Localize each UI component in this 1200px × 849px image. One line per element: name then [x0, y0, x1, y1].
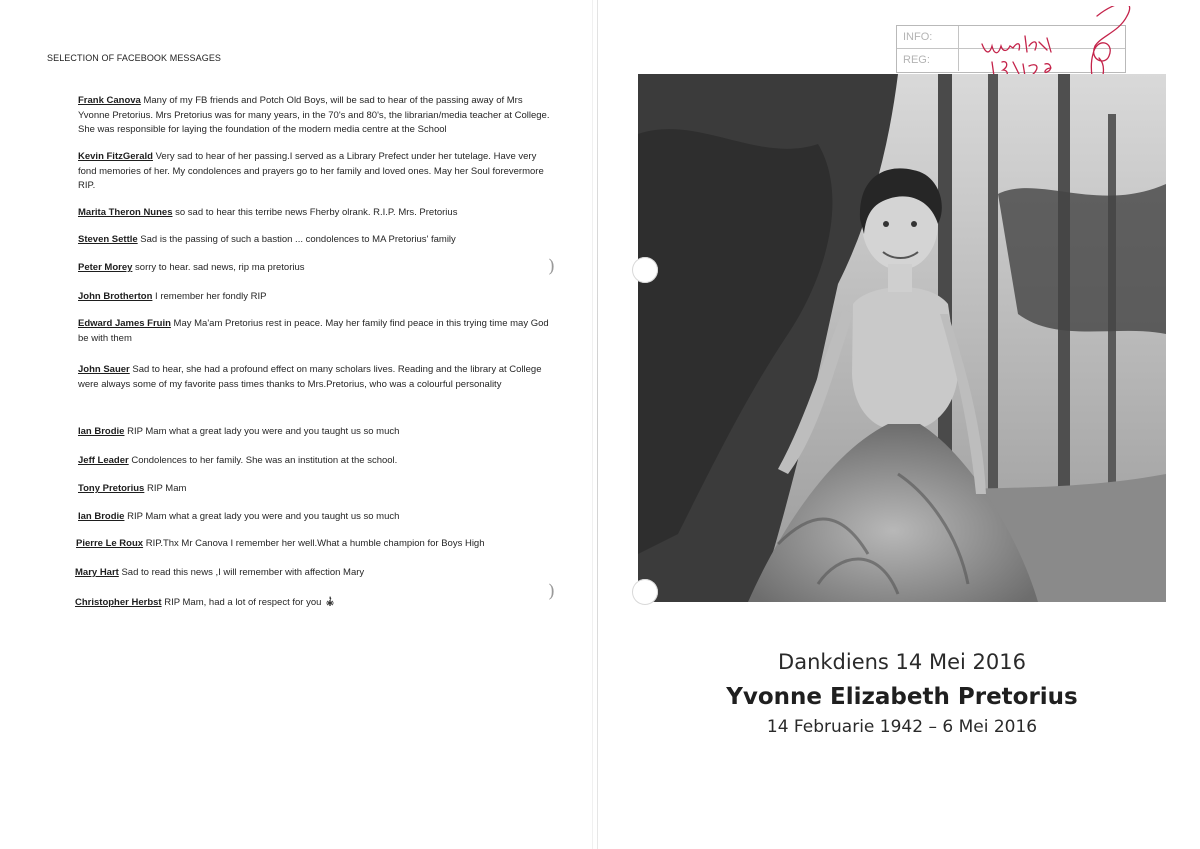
punch-mark: ): [548, 256, 556, 277]
message-item: [78, 233, 556, 248]
message-author: John Sauer: [78, 364, 130, 375]
message-text: Sad is the passing of such a bastion ... condolences to MA Pretorius' family: [137, 234, 456, 245]
message-author: Ian Brodie: [78, 426, 125, 437]
messages-heading: SELECTION OF FACEBOOK MESSAGES: [47, 53, 222, 63]
message-item: [78, 290, 556, 305]
message-item: [78, 94, 556, 138]
stamp-info-label: INFO:: [897, 26, 959, 48]
message-text: I remember her fondly RIP: [152, 291, 267, 302]
message-author: John Brotherton: [78, 291, 153, 302]
message-item: [78, 363, 556, 392]
message-text: sorry to hear. sad news, rip ma pretorius: [132, 262, 305, 273]
page-edge: [592, 0, 593, 849]
message-item: [78, 206, 556, 221]
message-text: Very sad to hear of her passing.I served as a Library Prefect under her tutelage. Have very fond memories of her. My condolences and prayers go to her family and loved ones. May her Soul forevermore RIP.: [78, 151, 544, 191]
message-item: [78, 150, 556, 194]
life-dates: 14 Februarie 1942 – 6 Mei 2016: [766, 717, 1038, 737]
message-author: Mary Hart: [75, 567, 119, 578]
message-item: [78, 482, 556, 497]
message-text: Sad to hear, she had a profound effect on many scholars lives. Reading and the library at College were always some of my favorite pass times thanks to Mrs.Pretorius, who was a colourful personality: [78, 364, 542, 390]
message-author: Steven Settle: [78, 234, 138, 245]
service-date: Dankdiens 14 Mei 2016: [778, 650, 1026, 674]
message-text: Sad to read this news ,I will remember with affection Mary: [118, 567, 365, 578]
registration-stamp: [896, 25, 1126, 73]
message-author: Peter Morey: [78, 262, 133, 273]
message-author: Christopher Herbst: [75, 597, 162, 608]
message-author: Pierre Le Roux: [76, 538, 144, 549]
message-text: RIP.Thx Mr Canova I remember her well.What a humble champion for Boys High: [143, 538, 485, 549]
deceased-name: Yvonne Elizabeth Pretorius: [726, 684, 1078, 710]
message-author: Marita Theron Nunes: [78, 207, 173, 218]
stamp-reg-label: REG:: [897, 49, 959, 71]
message-item: [78, 510, 556, 525]
portrait-photo: [638, 74, 1166, 602]
punch-hole: [632, 257, 658, 283]
message-text: RIP Mam what a great lady you were and you taught us so much: [124, 511, 400, 522]
message-text: so sad to hear this terribe news Fherby olrank. R.I.P. Mrs. Pretorius: [172, 207, 458, 218]
message-author: Jeff Leader: [78, 455, 129, 466]
message-author: Tony Pretorius: [78, 483, 145, 494]
message-author: Ian Brodie: [78, 511, 125, 522]
message-author: Kevin FitzGerald: [78, 151, 153, 162]
message-item: [78, 454, 556, 469]
message-text: May Ma'am Pretorius rest in peace. May her family find peace in this trying time may God be with them: [78, 318, 549, 344]
message-text: RIP Mam what a great lady you were and you taught us so much: [124, 426, 400, 437]
message-item: [75, 595, 553, 611]
photo-illustration: [638, 74, 1166, 602]
message-text: RIP Mam, had a lot of respect for you: [161, 597, 322, 608]
message-item: [76, 537, 554, 552]
message-author: Edward James Fruin: [78, 318, 171, 329]
page-fold: [597, 0, 598, 849]
message-item: [75, 566, 553, 581]
punch-hole: [632, 579, 658, 605]
message-item: [78, 317, 556, 346]
message-item: [78, 425, 556, 440]
message-item: [78, 261, 556, 276]
candle-icon: [324, 595, 336, 607]
message-text: Condolences to her family. She was an institution at the school.: [128, 455, 398, 466]
message-author: Frank Canova: [78, 95, 141, 106]
message-text: Many of my FB friends and Potch Old Boys, will be sad to hear of the passing away of Mrs Yvonne Pretorius. Mrs Pretorius was for many years, in the 70's and 80's, the librarian/media teacher at College. She was responsible for laying the foundation of the modern media centre at the School: [78, 95, 550, 135]
punch-mark: ): [548, 581, 556, 602]
message-text: RIP Mam: [144, 483, 187, 494]
